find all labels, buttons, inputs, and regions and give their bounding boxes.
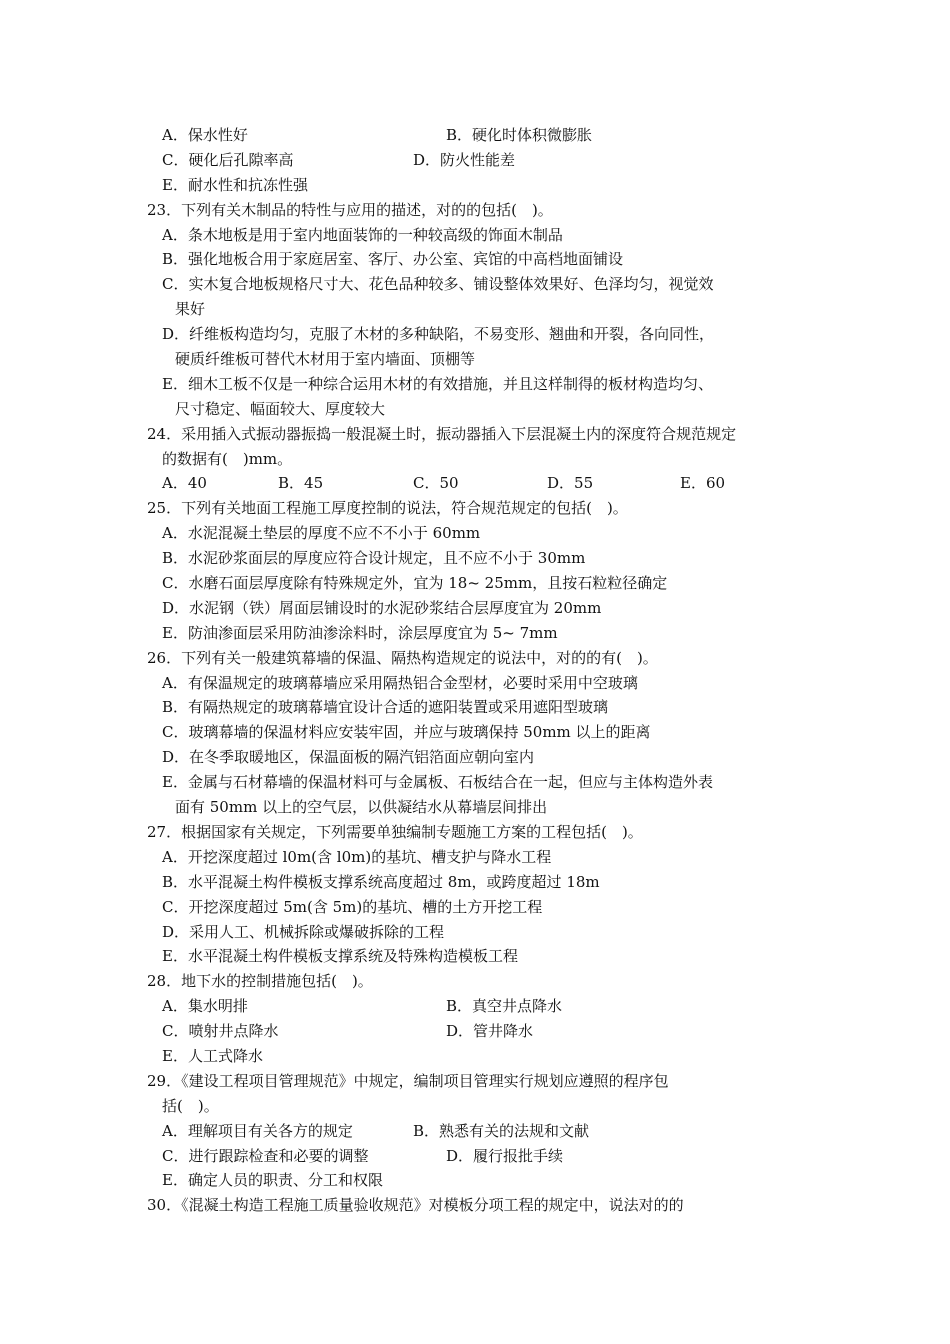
- option-text: D．管井降水: [446, 1022, 534, 1041]
- option-text: A．集水明排: [162, 997, 248, 1016]
- option-line: B．有隔热规定的玻璃幕墙宜设计合适的遮阳装置或采用遮阳型玻璃: [162, 698, 609, 717]
- option-line: [0, 1119, 950, 1144]
- option-line: E．水平混凝土构件模板支撑系统及特殊构造模板工程: [162, 947, 518, 966]
- option-line: B．强化地板合用于家庭居室、客厅、办公室、宾馆的中高档地面铺设: [162, 250, 624, 269]
- option-continuation: 面有 50mm 以上的空气层，以供凝结水从幕墙层间排出: [175, 798, 548, 817]
- question-line: 26．下列有关一般建筑幕墙的保温、隔热构造规定的说法中，对的的有( )。: [147, 648, 658, 667]
- option-line: B．水平混凝土构件模板支撑系统高度超过 8m，或跨度超过 18m: [162, 872, 600, 891]
- question-line: 30．《混凝土构造工程施工质量验收规范》对模板分项工程的规定中，说法对的的: [147, 1196, 684, 1215]
- option-line: D．采用人工、机械拆除或爆破拆除的工程: [162, 922, 445, 941]
- option-line: D．在冬季取暖地区，保温面板的隔汽铝箔面应朝向室内: [162, 748, 535, 767]
- option-line: [0, 994, 950, 1019]
- option-line: C．开挖深度超过 5m(含 5m)的基坑、槽的土方开挖工程: [162, 897, 543, 916]
- option-text: A．保水性好: [162, 126, 248, 144]
- option-text: B．真空井点降水: [446, 997, 563, 1016]
- option-text: B．熟悉有关的法规和文献: [413, 1121, 590, 1140]
- option-line: [0, 148, 950, 173]
- option-line: [0, 471, 950, 496]
- option-text: A．40: [162, 474, 207, 493]
- option-line: A．水泥混凝土垫层的厚度不应不不小于 60mm: [162, 524, 481, 543]
- option-line: B．水泥砂浆面层的厚度应符合设计规定，且不应不小于 30mm: [162, 549, 586, 568]
- option-text: E．60: [680, 474, 726, 493]
- option-line: [0, 123, 950, 148]
- option-line: A．条木地板是用于室内地面装饰的一种较高级的饰面木制品: [162, 225, 563, 244]
- option-line: D．纤维板构造均匀，克服了木材的多种缺陷，不易变形、翘曲和开裂，各向同性，: [162, 325, 715, 344]
- option-line: A．有保温规定的玻璃幕墙应采用隔热铝合金型材，必要时采用中空玻璃: [162, 673, 638, 692]
- option-line: E．确定人员的职责、分工和权限: [162, 1171, 383, 1190]
- option-continuation: 果好: [175, 300, 206, 319]
- option-text: A．理解项目有关各方的规定: [162, 1121, 353, 1140]
- option-line: D．水泥钢（铁）屑面层铺设时的水泥砂浆结合层厚度宜为 20mm: [162, 598, 602, 617]
- question-continuation: 的数据有( )mm。: [162, 449, 293, 468]
- question-line: 28．地下水的控制措施包括( )。: [147, 972, 373, 991]
- option-line: C．实木复合地板规格尺寸大、花色品种较多、铺设整体效果好、色泽均匀，视觉效: [162, 275, 714, 294]
- option-line: E．防油渗面层采用防油渗涂料时，涂层厚度宜为 5~ 7mm: [162, 623, 558, 642]
- option-text: C．50: [413, 474, 459, 493]
- question-line: 23．下列有关木制品的特性与应用的描述，对的的包括( )。: [147, 200, 553, 219]
- option-line: [0, 1144, 950, 1169]
- option-text: C．硬化后孔隙率高: [162, 150, 294, 169]
- question-line: 25．下列有关地面工程施工厚度控制的说法，符合规范规定的包括( )。: [147, 499, 628, 518]
- question-line: 27．根据国家有关规定，下列需要单独编制专题施工方案的工程包括( )。: [147, 822, 643, 841]
- option-text: B．硬化时体积微膨胀: [446, 126, 593, 144]
- option-line: C．水磨石面层厚度除有特殊规定外，宜为 18~ 25mm，且按石粒粒径确定: [162, 574, 668, 593]
- option-line: [0, 1019, 950, 1044]
- option-continuation: 硬质纤维板可替代木材用于室内墙面、顶棚等: [175, 350, 476, 369]
- option-text: C．喷射井点降水: [162, 1022, 279, 1041]
- option-line: A．开挖深度超过 l0m(含 l0m)的基坑、槽支护与降水工程: [162, 847, 552, 866]
- option-line: E．金属与石材幕墙的保温材料可与金属板、石板结合在一起，但应与主体构造外表: [162, 773, 713, 792]
- question-line: 24．采用插入式振动器振捣一般混凝土时，振动器插入下层混凝土内的深度符合规范规定: [147, 424, 737, 443]
- option-line: E．细木工板不仅是一种综合运用木材的有效措施，并且这样制得的板材构造均匀、: [162, 374, 713, 393]
- option-line: C．玻璃幕墙的保温材料应安装牢固，并应与玻璃保持 50mm 以上的距离: [162, 723, 651, 742]
- document-page: [0, 123, 950, 1218]
- option-text: B．45: [278, 474, 324, 493]
- option-text: D．防火性能差: [413, 150, 516, 169]
- option-line: E．耐水性和抗冻性强: [162, 175, 308, 194]
- question-line: 29．《建设工程项目管理规范》中规定，编制项目管理实行规划应遵照的程序包: [147, 1071, 669, 1090]
- option-text: D．履行报批手续: [446, 1146, 564, 1165]
- option-text: C．进行跟踪检查和必要的调整: [162, 1146, 369, 1165]
- question-continuation: 括( )。: [162, 1096, 219, 1115]
- option-continuation: 尺寸稳定、幅面较大、厚度较大: [175, 399, 386, 418]
- option-line: E．人工式降水: [162, 1046, 263, 1065]
- option-text: D．55: [547, 474, 594, 493]
